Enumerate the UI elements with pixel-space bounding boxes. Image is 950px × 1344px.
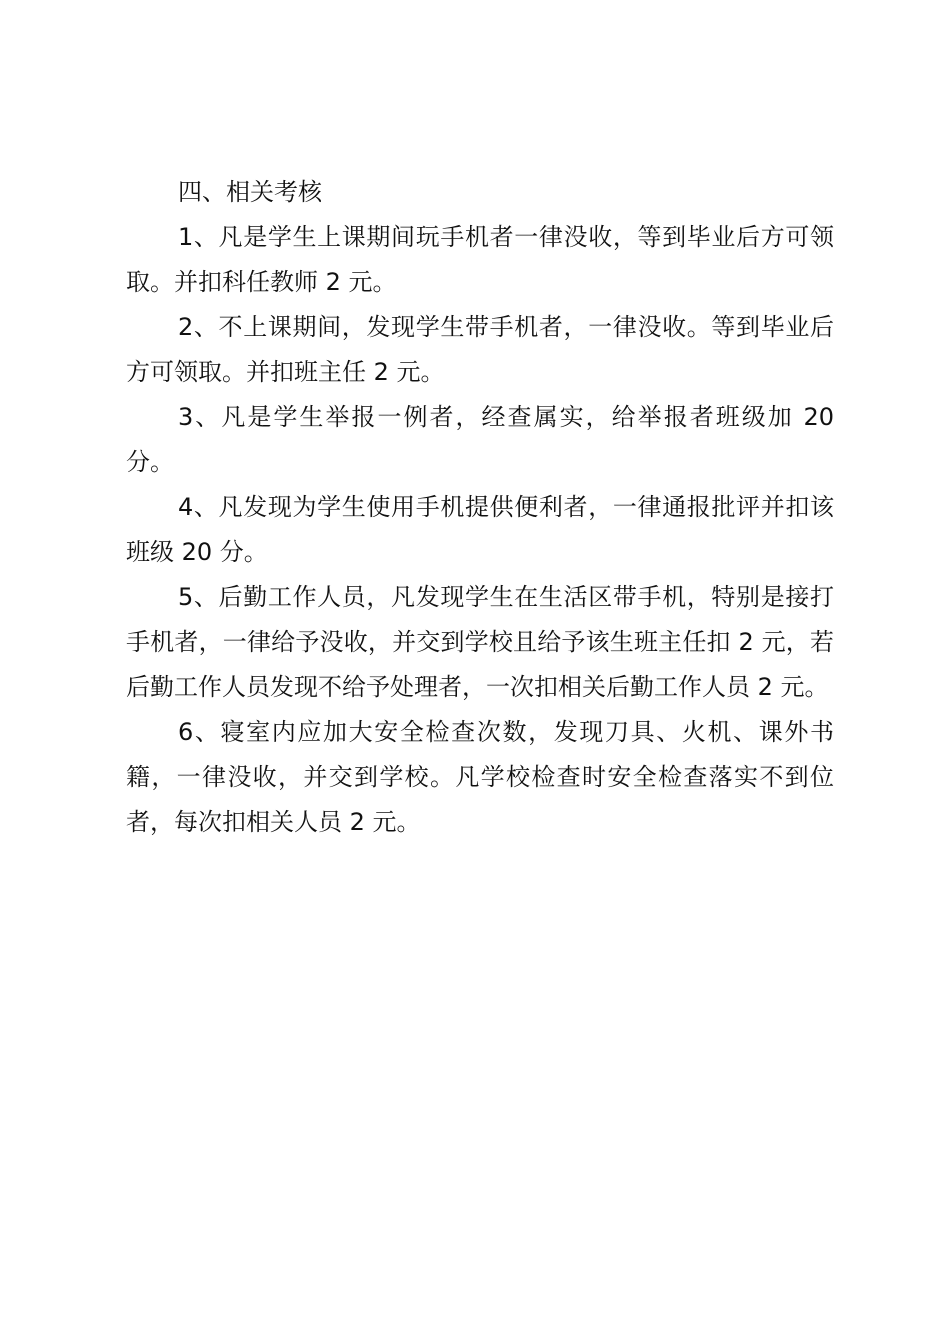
rule-item-6: 6、寝室内应加大安全检查次数，发现刀具、火机、课外书籍，一律没收，并交到学校。凡学校检查时安全检查落实不到位者，每次扣相关人员 2 元。 <box>126 718 834 836</box>
section-heading: 四、相关考核 <box>178 178 322 206</box>
rule-item-4: 4、凡发现为学生使用手机提供便利者，一律通报批评并扣该班级 20 分。 <box>126 493 834 566</box>
document-body <box>126 170 834 845</box>
rule-item-5: 5、后勤工作人员，凡发现学生在生活区带手机，特别是接打手机者，一律给予没收，并交到学校且给予该生班主任扣 2 元，若后勤工作人员发现不给予处理者，一次扣相关后勤工作人员 2 元。 <box>126 583 834 701</box>
rule-item-1: 1、凡是学生上课期间玩手机者一律没收，等到毕业后方可领取。并扣科任教师 2 元。 <box>126 223 834 296</box>
rule-item-3: 3、凡是学生举报一例者，经查属实，给举报者班级加 20 分。 <box>126 403 834 476</box>
rule-item-2: 2、不上课期间，发现学生带手机者，一律没收。等到毕业后方可领取。并扣班主任 2 元。 <box>126 313 834 386</box>
